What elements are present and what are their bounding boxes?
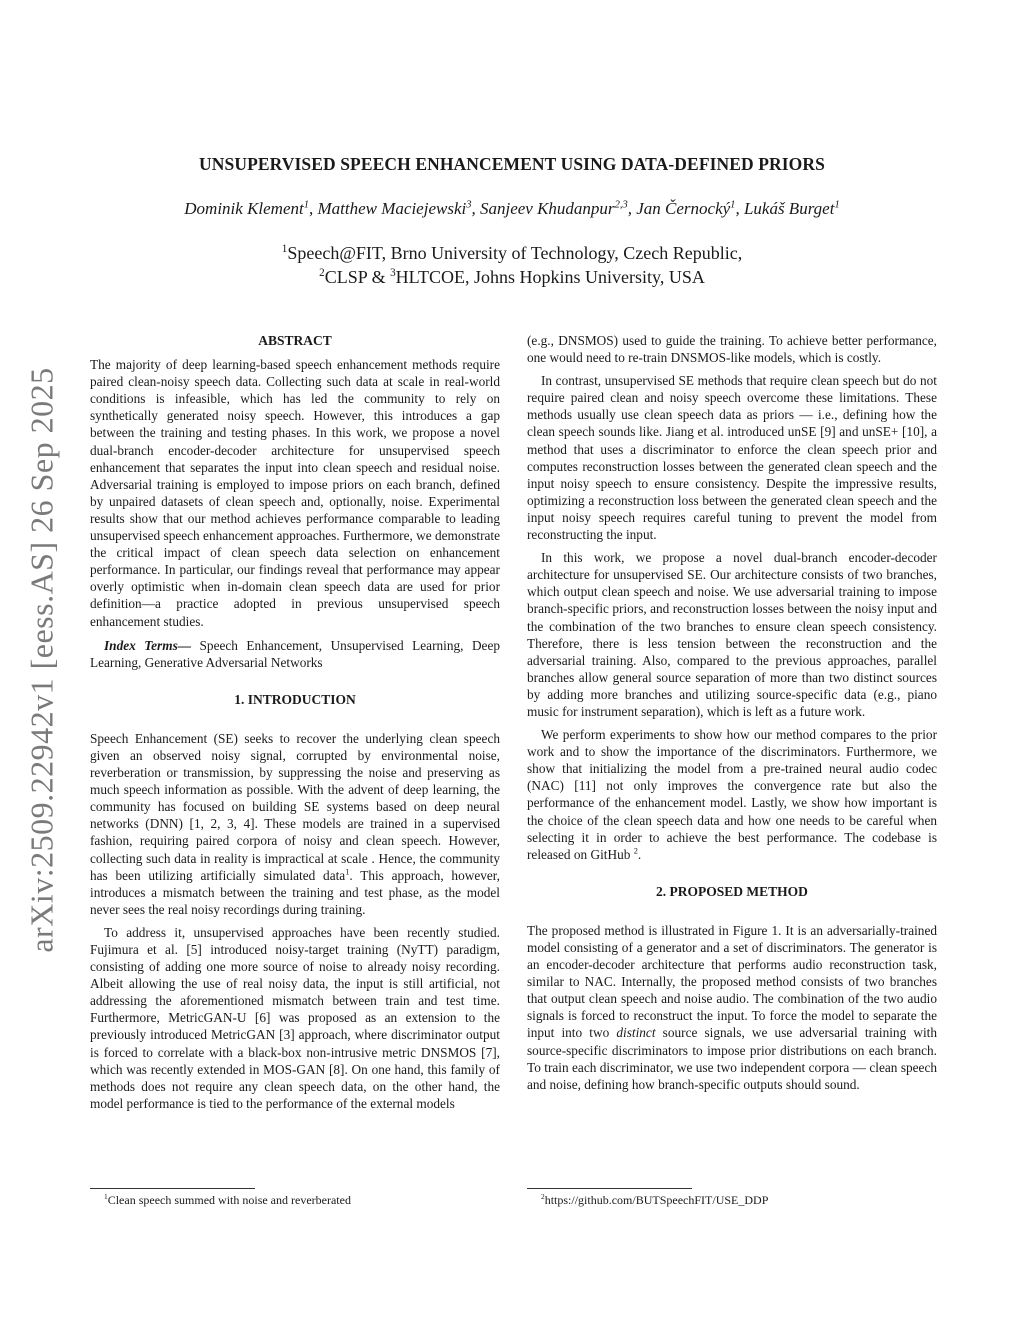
footnote-2-link[interactable]: https://github.com/BUTSpeechFIT/USE_DDP	[544, 1193, 769, 1207]
author-affiliation-mark: 1	[730, 199, 736, 211]
footnote-2[interactable]	[527, 1193, 937, 1207]
paper-title: UNSUPERVISED SPEECH ENHANCEMENT USING DATA-DEFINED PRIORS	[199, 154, 825, 174]
author-name: Dominik Klement	[184, 199, 304, 218]
author-name: Matthew Maciejewski	[317, 199, 467, 218]
arxiv-identifier-text: arXiv:2509.22942v1 [eess.AS] 26 Sep 2025	[23, 367, 60, 953]
left-column	[90, 332, 500, 1112]
abstract-text: The majority of deep learning-based speech enhancement methods require paired clean-noisy speech data. Collecting such data at scale in real-world conditions is infeasible, which has led the community to rely on synthetically generated noisy speech. However, this introduces a gap between the training and testing phases. In this work, we propose a novel dual-branch encoder-decoder architecture for unsupervised speech enhancement that separates the input into clean speech and residual noise. Adversarial training is employed to impose priors on each branch, defined by unpaired datasets of clean speech and, optionally, noise. Experimental results show that our method achieves performance comparable to leading unsupervised speech enhancement approaches. Furthermore, we demonstrate the critical impact of clean speech data selection on enhancement performance. In particular, our findings reveal that performance may appear overly optimistic when in-domain clean speech data are used for prior definition—a practice adopted in previous unsupervised speech enhancement studies.	[90, 357, 500, 629]
author-name: Lukáš Burget	[743, 199, 835, 218]
affiliation-text: Speech@FIT, Brno University of Technology, Czech Republic,	[287, 243, 743, 263]
author-affiliation-mark: 1	[303, 199, 309, 211]
footnote-1-text: Clean speech summed with noise and reverberated	[107, 1193, 351, 1207]
affiliation-mark: 2	[319, 267, 325, 279]
intro-paragraph-5-text: We perform experiments to show how our method compares to the prior work and to show the importance of the discriminators. Furthermore, we show that initializing the model from a pre-trained neural audio codec (NAC) [11] not only improves the convergence rate but also the performance of the enhancement model. Lastly, we show how important is the choice of the clean speech data and how one needs to be careful when selecting it in order to achieve the best performance. The codebase is released on GitHub	[527, 727, 937, 862]
affiliation-text: HLTCOE, Johns Hopkins University, USA	[395, 267, 705, 287]
author-affiliation-mark: 1	[834, 199, 840, 211]
method-paragraph-1	[527, 922, 937, 1093]
index-terms-text: Speech Enhancement, Unsupervised Learning, Deep Learning, Generative Adversarial Networks	[90, 637, 501, 670]
footnote-rule	[527, 1188, 692, 1189]
method-paragraph-1-text-cont: source signals, we use adversarial training with source-specific discriminators to impose prior distributions on each branch. To train each discriminator, we use two independent corpora — clean speech and noise, defining how branch-specific outputs should sound.	[527, 1025, 937, 1092]
intro-paragraph-5-text-cont: .	[637, 846, 642, 862]
author-affiliation-mark: 3	[466, 199, 472, 211]
footnote-mark: 1	[104, 1192, 108, 1201]
author-name: Jan Černocký	[636, 199, 731, 218]
proposed-method-heading: 2. PROPOSED METHOD	[656, 883, 808, 899]
intro-paragraph-2: To address it, unsupervised approaches have been recently studied. Fujimura et al. [5] introduced noisy-target training (NyTT) paradigm, consisting of adding one more source of noise to already noisy recording. Albeit allowing the use of real noisy data, the input is still artificial, not addressing the aforementioned mismatch between train and test time. Furthermore, MetricGAN-U [6] was proposed as an extension to the previously introduced MetricGAN [3] approach, where discriminator output is forced to correlate with a black-box non-intrusive metric DNSMOS [7], which was recently extended in MOS-GAN [8]. On one hand, this family of methods does not require any clean speech data, on the other hand, the model performance is tied to the performance of the external models	[90, 924, 500, 1111]
intro-paragraph-1-text-cont: . This approach, however, introduces a mismatch between the training and test phase, as the model never sees the real noisy recordings during training.	[90, 867, 500, 917]
arxiv-identifier-stamp	[22, 350, 62, 970]
footnote-1	[90, 1193, 500, 1207]
intro-paragraph-2-continued: (e.g., DNSMOS) used to guide the training. To achieve better performance, one would need to re-train DNSMOS-like models, which is costly.	[527, 333, 937, 366]
emphasis-word: distinct	[616, 1025, 656, 1041]
intro-paragraph-3: In contrast, unsupervised SE methods that require clean speech but do not require paired clean and noisy speech overcome these limitations. These methods usually use clean speech data as priors — i.e., defining how the clean speech sounds like. Jiang et al. introduced unSE [9] and unSE+ [10], a method that uses a discriminator to enforce the clean speech prior and computes reconstruction losses between the generated clean speech and the input noisy speech to ensure consistency. Despite the impressive results, optimizing a reconstruction loss between the generated clean speech and the input noisy speech requires careful tuning to prevent the model from reconstructing the input.	[527, 373, 937, 543]
author-affiliation-mark: 2,3	[614, 199, 628, 211]
method-paragraph-1-text: The proposed method is illustrated in Figure 1. It is an adversarially-trained model consisting of a generator and a set of discriminators. The generator is an encoder-decoder architecture that performs audio reconstruction task, similar to NAC. Internally, the proposed method consists of two branches that output clean speech and noise audio. The combination of the two audio signals is forced to reconstruct the input. To force the model to separate the input into two	[527, 922, 937, 1041]
index-terms	[90, 637, 500, 671]
footnote-rule	[90, 1188, 255, 1189]
intro-paragraph-1	[90, 730, 500, 918]
affiliation-line-1	[0, 243, 1024, 264]
abstract-heading: ABSTRACT	[258, 333, 332, 348]
affiliation-mark: 3	[390, 267, 396, 279]
footnote-mark: 2	[633, 846, 638, 856]
affiliation-line-2	[0, 267, 1024, 288]
author-list: Dominik Klement$^1$, Matthew Maciejewski$^3$, Sanjeev Khudanpur$^{2,3}$, Jan Černocký$^1$, Lukáš Burget$^1$	[184, 199, 840, 218]
footnote-mark: 1	[345, 867, 350, 877]
index-terms-label: Index Terms—	[104, 637, 192, 653]
intro-paragraph-4: In this work, we propose a novel dual-branch encoder-decoder architecture for unsupervised SE. Our architecture consists of two branches, which output clean speech and noise. We use adversarial training to impose branch-specific priors, and reconstruction losses between the noisy input and the combination of the two branches to ensure clean speech consistency. Therefore, there is less tension between the reconstruction and the adversarial training. Also, compared to the previous approaches, parallel branches allow general source separation of more than two distinct sources by adding more branches and utilizing source-specific data (e.g., piano music for instrument separation), which is left as a future work.	[527, 550, 937, 719]
footnote-mark: 2	[541, 1192, 545, 1201]
right-column	[527, 332, 937, 1093]
intro-paragraph-5	[527, 726, 937, 863]
affiliation-text: CLSP &	[324, 267, 391, 287]
affiliation-mark: 1	[281, 243, 288, 255]
intro-paragraph-1-text: Speech Enhancement (SE) seeks to recover the underlying clean speech given an observed noisy signal, corrupted by environmental noise, reverberation or transmission, by suppressing the noise and preserving as much speech information as possible. With the advent of deep learning, the community has focused on building SE systems based on deep neural networks (DNN) [1, 2, 3, 4]. These models are trained in a supervised fashion, requiring paired corpora of noisy and clean speech. However, collecting such data in reality is impractical at scale . Hence, the community has been utilizing artificially simulated data	[90, 730, 500, 883]
author-name: Sanjeev Khudanpur	[479, 199, 615, 218]
introduction-heading: 1. INTRODUCTION	[234, 691, 356, 707]
